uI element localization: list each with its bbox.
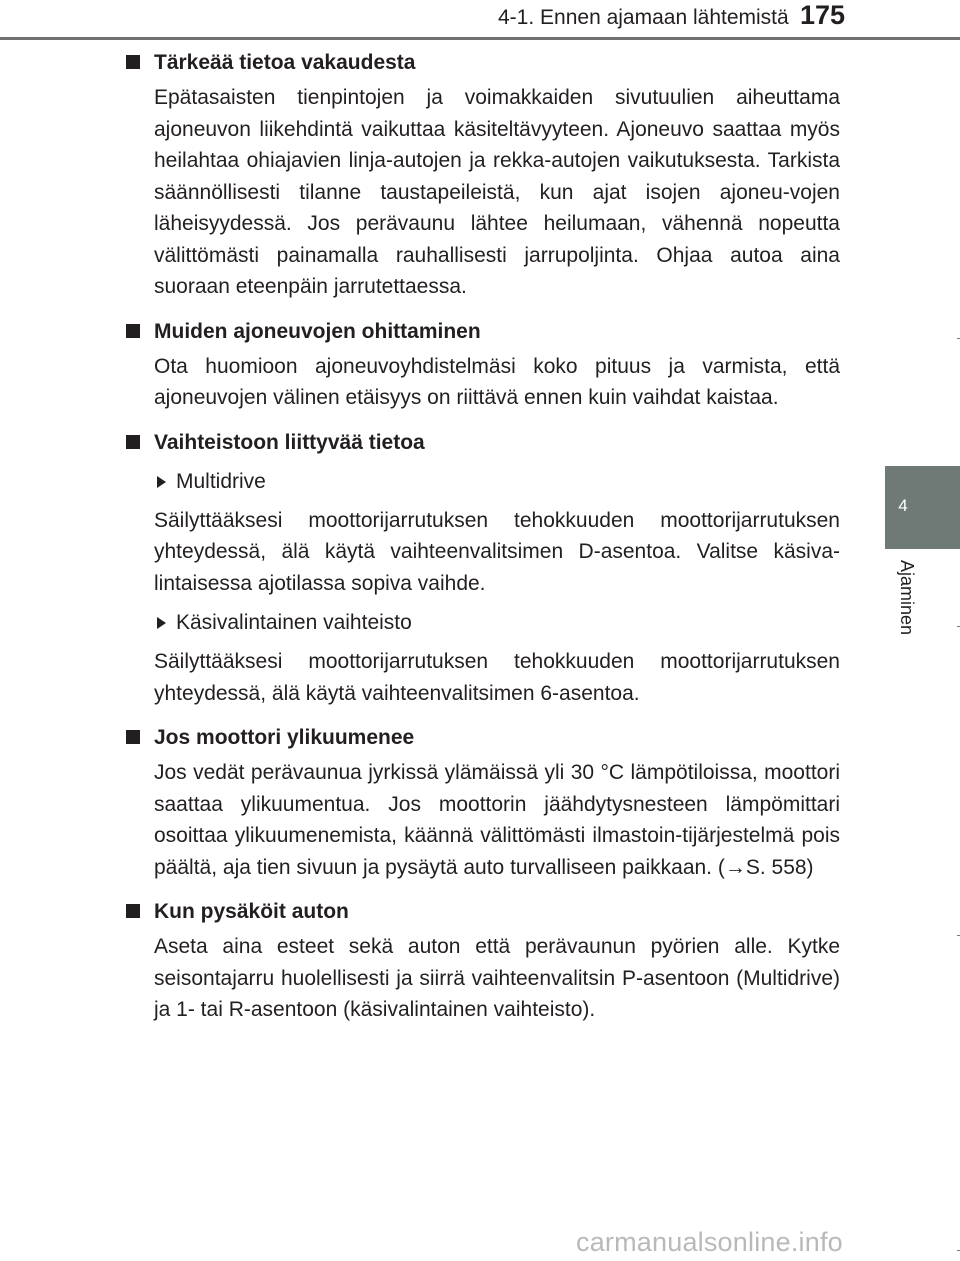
section-title-text: Jos moottori ylikuumenee (154, 726, 415, 749)
section-paragraph: Säilyttääksesi moottorijarrutuksen tehokkuuden moottorijarrutuksen yhteydessä, älä käytä vaihteenvalitsimen D-asentoa. Valitse käsiva-lintaisessa ajotilassa sopiva vaihde. (154, 508, 840, 595)
square-bullet-icon (126, 435, 140, 449)
sub-heading-text: Multidrive (176, 469, 266, 493)
section-pysakointi (124, 895, 840, 1026)
page-number: 175 (800, 0, 846, 30)
section-title-text: Muiden ajoneuvojen ohittaminen (154, 319, 481, 343)
section-title (124, 721, 840, 755)
section-title (124, 46, 840, 80)
section-ylikuumeneminen (124, 721, 840, 883)
main-content (124, 46, 840, 1038)
section-paragraph: Säilyttääksesi moottorijarrutuksen tehokkuuden moottorijarrutuksen yhteydessä, älä käytä vaihteenvalitsimen 6-asentoa. (154, 650, 840, 705)
square-bullet-icon (126, 55, 140, 69)
section-ohittaminen (124, 315, 840, 414)
sub-heading-text: Käsivalintainen vaihteisto (176, 611, 412, 634)
section-vaihteisto (124, 426, 840, 710)
section-title (124, 315, 840, 349)
square-bullet-icon (126, 904, 140, 918)
section-title-text: Kun pysäköit auton (154, 900, 349, 923)
chapter-tab-number: 4 (898, 496, 908, 515)
triangle-bullet-icon (157, 476, 166, 488)
chapter-tab-label: Ajaminen (897, 560, 917, 636)
section-title (124, 426, 840, 460)
section-title-text: Tärkeää tietoa vakaudesta (154, 51, 416, 74)
square-bullet-icon (126, 324, 140, 338)
section-paragraph: Epätasaisten tienpintojen ja voimakkaiden sivutuulien aiheuttama ajoneuvon liikehdintä vaikuttaa käsiteltävyyteen. Ajoneuvo saattaa myös heilahtaa ohiajavien linja-autojen ja rekka-autojen vaikutuksesta. Tarkista säännöllisesti tilanne taustapeileistä, kun ajat isojen ajoneu-vojen läheisyydessä. Jos perävaunu lähtee heilumaan, vähennä nopeutta välittömästi painamalla rauhallisesti jarrupoljinta. Ohjaa autoa aina suoraan eteenpäin jarrutettaessa. (154, 86, 840, 298)
triangle-bullet-icon (157, 617, 166, 629)
section-paragraph: Jos vedät perävaunua jyrkissä ylämäissä yli 30 °C lämpötiloissa, moottori saattaa ylikuumentua. Jos moottorin jäähdytysnesteen lämpömittari osoittaa ylikuumenemista, käännä välittömästi ilmastoin-tijärjestelmä pois päältä, aja tien sivuun ja pysäytä auto turvalliseen paikkaan. (→S. 558) (154, 761, 840, 879)
section-title (124, 895, 840, 929)
chapter-side-tab (885, 466, 960, 549)
section-paragraph: Aseta aina esteet sekä auton että perävaunun pyörien alle. Kytke seisontajarru huolellisesti ja siirrä vaihteenvalitsin P-asentoon (Multidrive) ja 1- tai R-asentoon (käsivalintainen vaihteisto). (154, 935, 840, 1021)
section-paragraph: Ota huomioon ajoneuvoyhdistelmäsi koko pituus ja varmista, että ajoneuvojen välinen etäisyys on riittävä ennen kuin vaihdat kaistaa. (154, 354, 840, 409)
sub-heading-multidrive (124, 466, 840, 497)
header-divider (0, 37, 960, 40)
chapter-title: 4-1. Ennen ajamaan lähtemistä (498, 6, 789, 29)
watermark: carmanualsonline.info (576, 1227, 843, 1257)
section-vakaus (124, 46, 840, 303)
section-title-text: Vaihteistoon liittyvää tietoa (154, 430, 425, 454)
sub-heading-manual (124, 607, 840, 638)
page-header (0, 0, 960, 40)
square-bullet-icon (126, 730, 140, 744)
